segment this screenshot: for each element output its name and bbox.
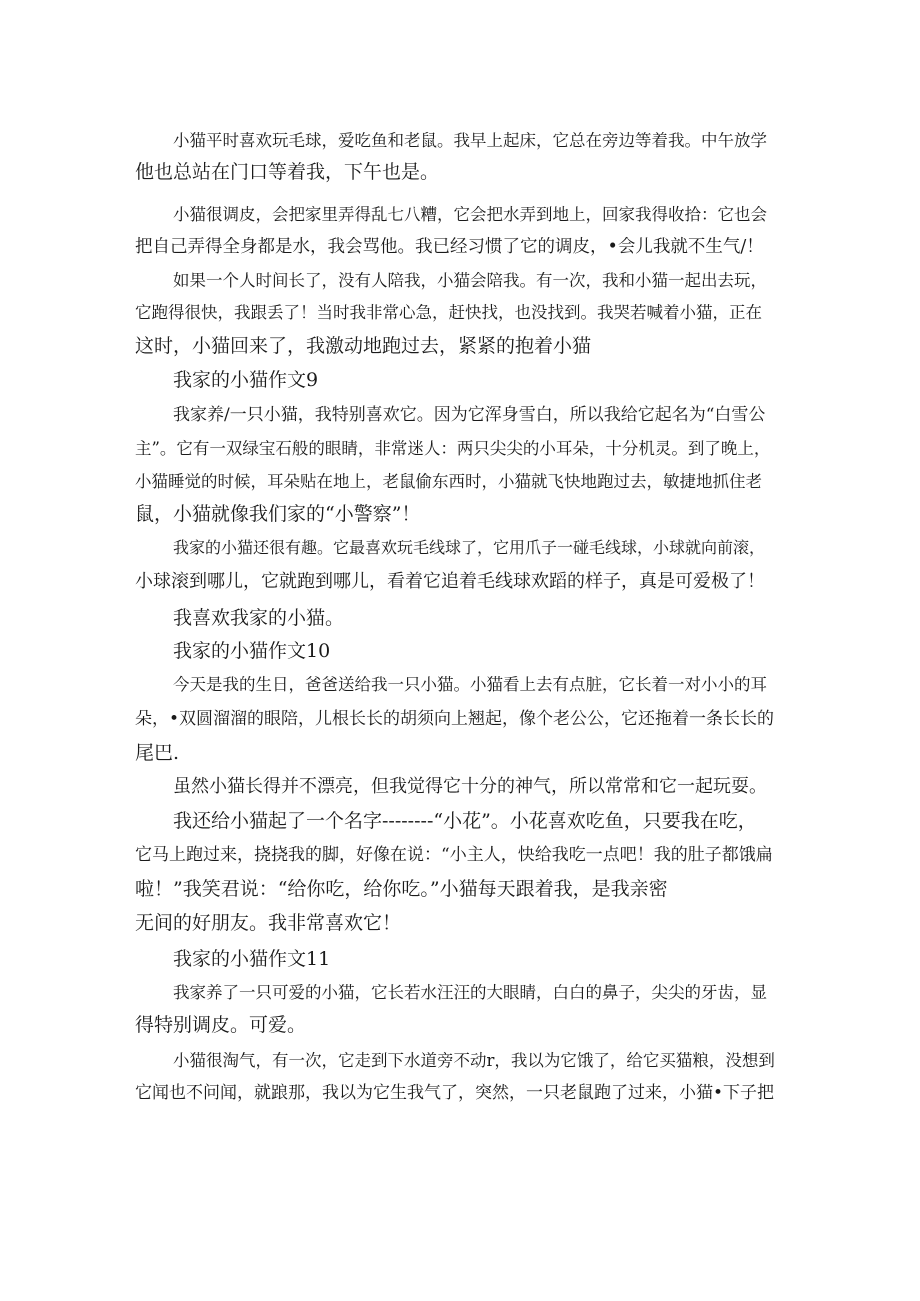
paragraph-line: 今天是我的生日，爸爸送给我一只小猫。小猫看上去有点脏，它长着一对小小的耳 (173, 675, 767, 694)
paragraph-line: 它跑得很快，我跟丢了！当时我非常心急，赶快找，也没找到。我哭若喊着小猫，正在 (135, 303, 762, 322)
section-heading: 我家的小猫作文10 (173, 640, 331, 662)
paragraph-line: 啦！”我笑君说：“给你吃，给你吃。”小猫每天跟着我，是我亲密 (135, 878, 668, 900)
paragraph-line: 小猫睡觉的时候，耳朵贴在地上，老鼠偷东西时，小猫就飞快地跑过去，敏捷地抓住老 (135, 472, 762, 491)
paragraph-line: 我家养/一只小猫，我特别喜欢它。因为它浑身雪白，所以我给它起名为“白雪公 (173, 405, 766, 425)
paragraph-line: 尾巴. (135, 742, 180, 764)
paragraph-line: 我家的小猫还很有趣。它最喜欢玩毛线球了，它用爪子一碰毛线球，小球就向前滚， (173, 538, 766, 557)
section-heading: 我家的小猫作文11 (173, 948, 331, 970)
paragraph-line: 小球滚到哪儿，它就跑到哪儿，看着它追着毛线球欢蹈的样子，真是可爱极了！ (135, 571, 765, 592)
paragraph-line: 我喜欢我家的小猫。 (173, 607, 345, 629)
paragraph-line: 如果一个人时间长了，没有人陪我，小猫会陪我。有一次，我和小猫一起出去玩， (173, 271, 767, 290)
section-heading: 我家的小猫作文9 (173, 369, 319, 391)
paragraph-line: 他也总站在门口等着我，下午也是。 (135, 161, 440, 183)
paragraph-line: 无间的好朋友。我非常喜欢它！ (135, 912, 402, 934)
paragraph-line: 主”。它有一双绿宝石般的眼睛，非常迷人：两只尖尖的小耳朵，十分机灵。到了晚上， (135, 439, 771, 458)
paragraph-line: 虽然小猫长得并不漂亮，但我觉得它十分的神气，所以常常和它一起玩耍。 (173, 776, 767, 797)
paragraph-line: 我还给小猫起了一个名字--------“小花”。小花喜欢吃鱼，只要我在吃， (173, 810, 757, 832)
paragraph-line: 得特别调皮。可爱。 (135, 1014, 307, 1036)
paragraph-line: 小猫很调皮，会把家里弄得乱七八糟，它会把水弄到地上，回家我得收拾：它也会 (173, 205, 767, 224)
paragraph-line: 小猫平时喜欢玩毛球，爱吃鱼和老鼠。我早上起床，它总在旁边等着我。中午放学 (173, 131, 767, 150)
paragraph-line: 把自己弄得全身都是水，我会骂他。我已经习惯了它的调皮，•会儿我就不生气/！ (135, 237, 764, 257)
paragraph-line: 我家养了一只可爱的小猫，它长若水汪汪的大眼睛，白白的鼻子，尖尖的牙齿，显 (173, 983, 767, 1002)
paragraph-line: 它马上跑过来，挠挠我的脚，好像在说：“小主人，快给我吃一点吧！我的肚子都饿扁 (135, 845, 773, 865)
paragraph-line: 鼠，小猫就像我们家的“小警察”！ (135, 503, 421, 525)
paragraph-line: 这时，小猫回来了，我激动地跑过去，紧紧的抱着小猫 (135, 335, 592, 357)
paragraph-line: 朵，•双圆溜溜的眼陪，儿根长长的胡须向上翘起，像个老公公，它还拖着一条长长的 (135, 709, 775, 729)
paragraph-line: 它闻也不问闻，就踉那，我以为它生我气了，突然，一只老鼠跑了过来，小猫•下子把 (135, 1083, 775, 1103)
paragraph-line: 小猫很淘气，有一次，它走到下水道旁不动r，我以为它饿了，给它买猫粮，没想到 (173, 1051, 775, 1070)
